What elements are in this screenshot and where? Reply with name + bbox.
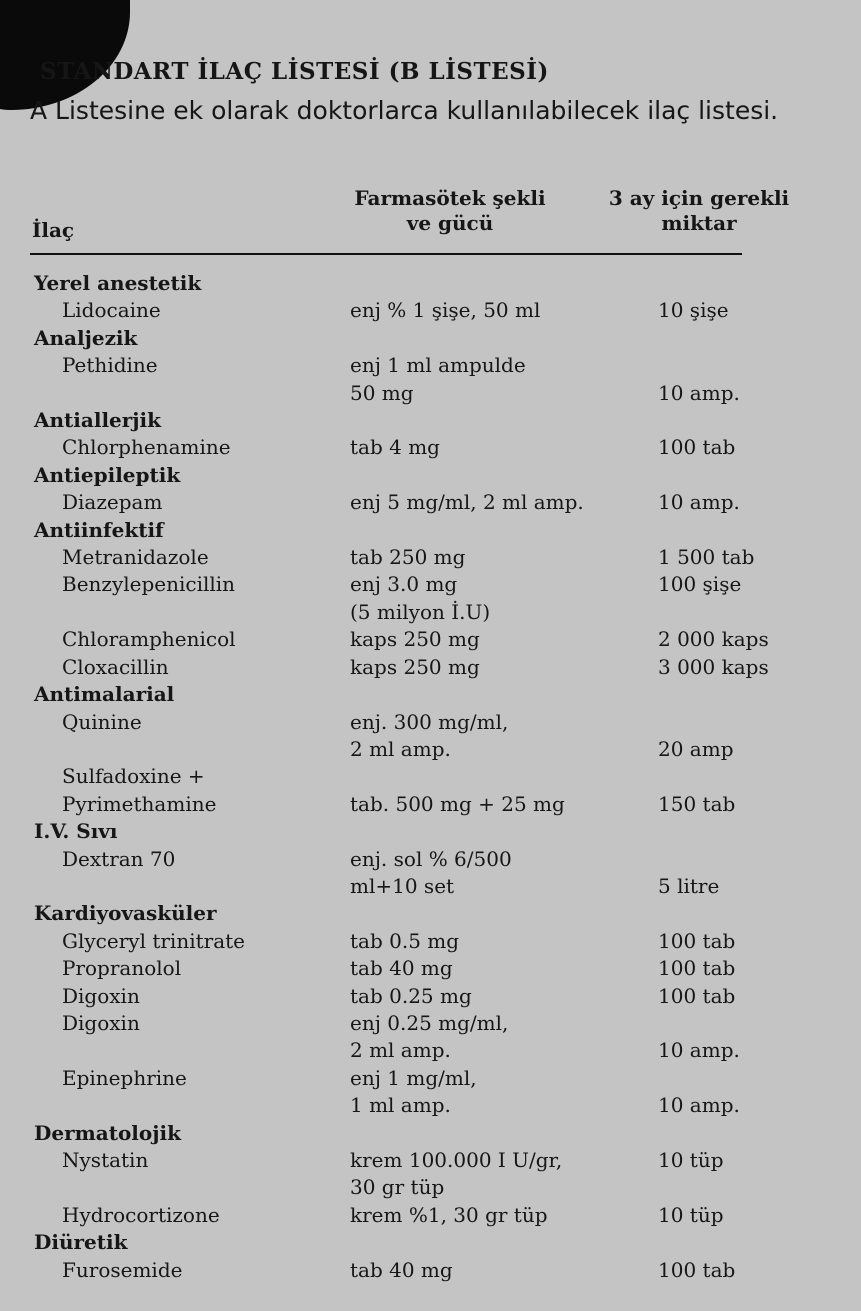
header-divider (30, 253, 742, 255)
table-row (0, 1147, 861, 1202)
cell-line: 2 ml amp. (350, 736, 451, 761)
form-strength-cell (350, 352, 658, 407)
cell-line: krem %1, 30 gr tüp (350, 1202, 548, 1227)
category-heading: Antiallerjik (34, 408, 162, 433)
cell-line (658, 1010, 858, 1037)
cell-line (62, 1174, 350, 1201)
cell-line: enj % 1 şişe, 50 ml (350, 298, 541, 323)
column-header-quantity-line: 3 ay için gerekli (608, 186, 790, 210)
cell-line: Nystatin (62, 1148, 149, 1172)
form-strength-cell (350, 928, 658, 955)
cell-line: 10 amp. (658, 490, 740, 515)
cell-line: Cloxacillin (62, 654, 169, 679)
cell-line: Dextran 70 (62, 846, 176, 871)
quantity-cell (658, 1147, 858, 1202)
form-strength-cell (350, 571, 658, 626)
table-row (0, 1010, 861, 1065)
column-header-drug: İlaç (32, 218, 75, 242)
cell-line: enj 5 mg/ml, 2 ml amp. (350, 490, 584, 515)
category-heading: Antimalarial (34, 682, 175, 707)
cell-line (350, 763, 658, 790)
quantity-cell (658, 654, 858, 681)
quantity-cell (658, 544, 858, 571)
cell-line: Sulfadoxine + (62, 764, 205, 789)
cell-line (62, 873, 350, 900)
cell-line: tab 0.25 mg (350, 983, 472, 1008)
table-row (0, 544, 861, 571)
cell-line: Pyrimethamine (62, 791, 217, 816)
cell-line: enj. sol % 6/500 (350, 846, 512, 871)
form-strength-cell (350, 846, 658, 901)
cell-line: 100 şişe (658, 572, 742, 597)
column-header-form-line: Farmasötek şekli (354, 186, 546, 210)
cell-line: 10 tüp (658, 1202, 724, 1227)
cell-line: enj 1 ml ampulde (350, 353, 526, 378)
cell-line (62, 599, 350, 626)
cell-line: 150 tab (658, 791, 736, 816)
table-row (0, 297, 861, 324)
cell-line: Digoxin (62, 983, 140, 1008)
category-heading: I.V. Sıvı (34, 819, 118, 844)
column-header-quantity (604, 186, 794, 236)
quantity-cell (658, 489, 858, 516)
drug-name-cell (0, 928, 350, 955)
form-strength-cell (350, 709, 658, 764)
cell-line: Chloramphenicol (62, 627, 236, 652)
cell-line (62, 380, 350, 407)
cell-line (658, 763, 858, 790)
drug-name-cell (0, 489, 350, 516)
drug-name-cell (0, 1010, 350, 1065)
category-heading: Antiepileptik (34, 462, 181, 487)
cell-line: 10 amp. (658, 380, 740, 405)
cell-line: Benzylepenicillin (62, 572, 236, 597)
cell-line: 100 tab (658, 1257, 736, 1282)
drug-name-cell (0, 955, 350, 982)
page-title: STANDART İLAÇ LİSTESİ (B LİSTESİ) (40, 58, 549, 85)
form-strength-cell (350, 983, 658, 1010)
cell-line (62, 1092, 350, 1119)
quantity-cell (658, 955, 858, 982)
category-heading: Analjezik (34, 325, 138, 350)
table-row (0, 928, 861, 955)
cell-line: Glyceryl trinitrate (62, 928, 245, 953)
form-strength-cell (350, 955, 658, 982)
column-header-form (350, 186, 550, 236)
category-heading: Diüretik (34, 1230, 128, 1255)
cell-line: 10 amp. (658, 1093, 740, 1118)
drug-name-cell (0, 983, 350, 1010)
drug-name-cell (0, 846, 350, 901)
cell-line: Lidocaine (62, 298, 161, 323)
table-row (0, 654, 861, 681)
cell-line: enj 0.25 mg/ml, (350, 1010, 509, 1035)
quantity-cell (658, 434, 858, 461)
column-header-form-line: ve gücü (406, 211, 494, 235)
drug-name-cell (0, 297, 350, 324)
cell-line: Pethidine (62, 353, 158, 378)
table-row (0, 434, 861, 461)
drug-name-cell (0, 763, 350, 818)
drug-name-cell (0, 709, 350, 764)
cell-line: 2 ml amp. (350, 1038, 451, 1063)
drug-name-cell (0, 544, 350, 571)
form-strength-cell (350, 489, 658, 516)
cell-line (658, 352, 858, 379)
drug-name-cell (0, 626, 350, 653)
quantity-cell (658, 983, 858, 1010)
cell-line: tab 40 mg (350, 956, 453, 981)
form-strength-cell (350, 297, 658, 324)
table-row (0, 1202, 861, 1229)
cell-line: 1 500 tab (658, 545, 755, 570)
form-strength-cell (350, 544, 658, 571)
cell-line (658, 599, 858, 626)
form-strength-cell (350, 763, 658, 818)
cell-line: Chlorphenamine (62, 435, 231, 460)
cell-line: 100 tab (658, 435, 736, 460)
form-strength-cell (350, 654, 658, 681)
category-heading: Kardiyovasküler (34, 901, 217, 926)
cell-line: Epinephrine (62, 1065, 187, 1090)
cell-line: 30 gr tüp (350, 1175, 445, 1200)
quantity-cell (658, 571, 858, 626)
quantity-cell (658, 928, 858, 955)
cell-line: 10 şişe (658, 298, 729, 323)
drug-name-cell (0, 571, 350, 626)
cell-line: enj 3.0 mg (350, 572, 458, 597)
cell-line: Hydrocortizone (62, 1202, 220, 1227)
table-row (0, 1257, 861, 1284)
category-heading: Yerel anestetik (34, 271, 202, 295)
cell-line: Propranolol (62, 956, 182, 981)
cell-line: 50 mg (350, 380, 414, 405)
cell-line: ml+10 set (350, 873, 455, 898)
form-strength-cell (350, 1065, 658, 1120)
cell-line: (5 milyon İ.U) (350, 599, 491, 624)
cell-line: kaps 250 mg (350, 654, 480, 679)
cell-line (658, 1174, 858, 1201)
quantity-cell (658, 1257, 858, 1284)
cell-line: Diazepam (62, 490, 163, 515)
cell-line: 3 000 kaps (658, 654, 769, 679)
cell-line (658, 846, 858, 873)
drug-name-cell (0, 1065, 350, 1120)
quantity-cell (658, 709, 858, 764)
cell-line: 10 amp. (658, 1038, 740, 1063)
table-row (0, 709, 861, 764)
form-strength-cell (350, 434, 658, 461)
form-strength-cell (350, 1257, 658, 1284)
form-strength-cell (350, 1202, 658, 1229)
quantity-cell (658, 297, 858, 324)
table-row (0, 626, 861, 653)
cell-line: tab 250 mg (350, 545, 466, 570)
cell-line (62, 1037, 350, 1064)
column-header-quantity-line: miktar (661, 211, 737, 235)
form-strength-cell (350, 1010, 658, 1065)
cell-line: 100 tab (658, 983, 736, 1008)
cell-line: enj. 300 mg/ml, (350, 709, 509, 734)
drug-name-cell (0, 352, 350, 407)
cell-line: Digoxin (62, 1010, 140, 1035)
cell-line: tab 40 mg (350, 1257, 453, 1282)
drug-table (0, 270, 861, 1284)
cell-line (62, 736, 350, 763)
cell-line: 100 tab (658, 928, 736, 953)
quantity-cell (658, 1065, 858, 1120)
cell-line: tab. 500 mg + 25 mg (350, 791, 565, 816)
cell-line (658, 709, 858, 736)
cell-line: enj 1 mg/ml, (350, 1065, 477, 1090)
drug-name-cell (0, 1202, 350, 1229)
form-strength-cell (350, 626, 658, 653)
table-row (0, 983, 861, 1010)
form-strength-cell (350, 1147, 658, 1202)
quantity-cell (658, 626, 858, 653)
drug-name-cell (0, 654, 350, 681)
drug-name-cell (0, 1257, 350, 1284)
cell-line: krem 100.000 I U/gr, (350, 1148, 563, 1172)
quantity-cell (658, 763, 858, 818)
intro-paragraph: A Listesine ek olarak doktorlarca kullanılabilecek ilaç listesi. (30, 96, 779, 125)
table-row (0, 955, 861, 982)
cell-line: 20 amp (658, 736, 734, 761)
table-row (0, 1065, 861, 1120)
drug-name-cell (0, 1147, 350, 1202)
table-row (0, 352, 861, 407)
drug-name-cell (0, 434, 350, 461)
table-row (0, 571, 861, 626)
cell-line: kaps 250 mg (350, 627, 480, 652)
cell-line: Quinine (62, 709, 142, 734)
quantity-cell (658, 846, 858, 901)
quantity-cell (658, 1202, 858, 1229)
category-heading: Dermatolojik (34, 1120, 181, 1145)
cell-line: tab 0.5 mg (350, 928, 460, 953)
cell-line: 1 ml amp. (350, 1093, 451, 1118)
quantity-cell (658, 1010, 858, 1065)
quantity-cell (658, 352, 858, 407)
cell-line: Furosemide (62, 1257, 183, 1282)
table-row (0, 489, 861, 516)
cell-line: 5 litre (658, 873, 720, 898)
cell-line: tab 4 mg (350, 435, 440, 460)
table-row (0, 846, 861, 901)
cell-line: 10 tüp (658, 1148, 724, 1172)
category-heading: Antiinfektif (34, 517, 164, 542)
table-row (0, 763, 861, 818)
cell-line: 100 tab (658, 956, 736, 981)
cell-line (658, 1065, 858, 1092)
cell-line: Metranidazole (62, 545, 209, 570)
cell-line: 2 000 kaps (658, 627, 769, 652)
